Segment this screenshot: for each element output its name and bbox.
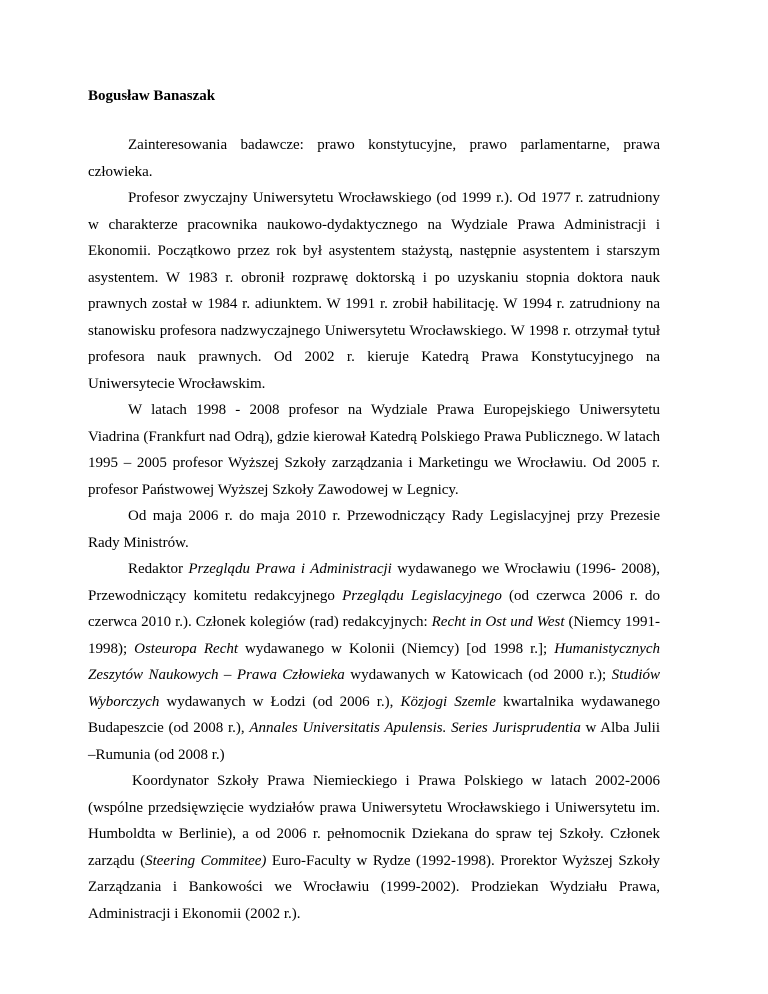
paragraph-text: wydawanego we Wrocławiu (1996- 2008), Przewodniczący komitetu redakcyjnego (88, 561, 660, 604)
paragraph-text: w Alba Julii –Rumunia (od 2008 r.) (88, 720, 660, 763)
paragraph-text: Koordynator Szkoły Prawa Niemieckiego i Prawa Polskiego w latach 2002-2006 (wspólne przedsięwzięcie wydziałów prawa Uniwersytetu Wrocławskiego i Uniwersytetu im. Humboldta w Berlinie), a od 2006 r. pełnomocnik Dziekana do spraw tej Szkoły. Członek zarządu ( (88, 773, 660, 869)
author-name: Bogusław Banaszak (88, 88, 216, 104)
italic-title-text: Przeglądu Legislacyjnego (342, 587, 502, 604)
paragraph-text: Od maja 2006 r. do maja 2010 r. Przewodniczący Rady Legislacyjnej przy Prezesie Rady Ministrów. (88, 508, 660, 551)
italic-title-text: Recht in Ost und West (431, 614, 565, 630)
paragraph-text: Profesor zwyczajny Uniwersytetu Wrocławskiego (od 1999 r.). Od 1977 r. zatrudniony w charakterze pracownika naukowo-dydaktycznego na Wydziale Prawa Administracji i Ekonomii. Początkowo przez rok był asystentem stażystą, następnie asystentem i starszym asystentem. W 1983 r. obronił rozprawę doktorską i po uzyskaniu stopnia doktora nauk prawnych został w 1984 r. adiunktem. W 1991 r. zrobił habilitację. W 1994 r. zatrudniony na stanowisku profesora nadzwyczajnego Uniwersytetu Wrocławskiego. W 1998 r. otrzymał tytuł profesora nauk prawnych. Od 2002 r. kieruje Katedrą Prawa Konstytucyjnego na Uniwersytecie Wrocławskim. (88, 190, 660, 392)
italic-title-text: Steering Commitee) (145, 852, 267, 869)
italic-title-text: Przeglądu Prawa i Administracji (188, 561, 392, 577)
paragraph-coordination-roles (88, 768, 660, 927)
italic-title-text: Studiów Wyborczych (88, 667, 660, 710)
paragraph-editorial-boards (88, 556, 660, 768)
italic-title-text: Közjogi Szemle (400, 693, 496, 710)
italic-title-text: Annales Universitatis Apulensis. Series Jurisprudentia (249, 720, 581, 736)
document-body (88, 132, 660, 927)
paragraph-text: W latach 1998 - 2008 profesor na Wydziale Prawa Europejskiego Uniwersytetu Viadrina (Frankfurt nad Odrą), gdzie kierował Katedrą Polskiego Prawa Publicznego. W latach 1995 – 2005 profesor Wyższej Szkoły zarządzania i Marketingu we Wrocławiu. Od 2005 r. profesor Państwowej Wyższej Szkoły Zawodowej w Legnicy. (88, 402, 660, 498)
paragraph-academic-career (88, 185, 660, 397)
paragraph-text: wydawanego w Kolonii (Niemcy) [od 1998 r.]; (238, 640, 555, 657)
paragraph-text: Zainteresowania badawcze: prawo konstytucyjne, prawo parlamentarne, prawa człowieka. (88, 137, 660, 180)
paragraph-text: wydawanych w Łodzi (od 2006 r.), (159, 693, 401, 710)
paragraph-text: kwartalnika wydawanego Budapeszcie (od 2008 r.), (88, 693, 660, 736)
italic-title-text: Osteuropa Recht (134, 640, 239, 657)
paragraph-research-interests (88, 132, 660, 185)
italic-title-text: Humanistycznych Zeszytów Naukowych – Prawa Człowieka (88, 640, 661, 683)
paragraph-text: Redaktor (128, 561, 189, 577)
paragraph-legislative-council (88, 503, 660, 556)
paragraph-other-positions (88, 397, 660, 503)
paragraph-text: Euro-Faculty w Rydze (1992-1998). Prorektor Wyższej Szkoły Zarządzania i Bankowości we Wrocławiu (1999-2002). Prodziekan Wydziału Prawa, Administracji i Ekonomii (2002 r.). (88, 852, 661, 922)
paragraph-text: (od czerwca 2006 r. do czerwca 2010 r.). Członek kolegiów (rad) redakcyjnych: (88, 587, 661, 630)
paragraph-text: (Niemcy 1991-1998); (88, 614, 661, 657)
paragraph-text: wydawanych w Katowicach (od 2000 r.); (344, 667, 612, 683)
